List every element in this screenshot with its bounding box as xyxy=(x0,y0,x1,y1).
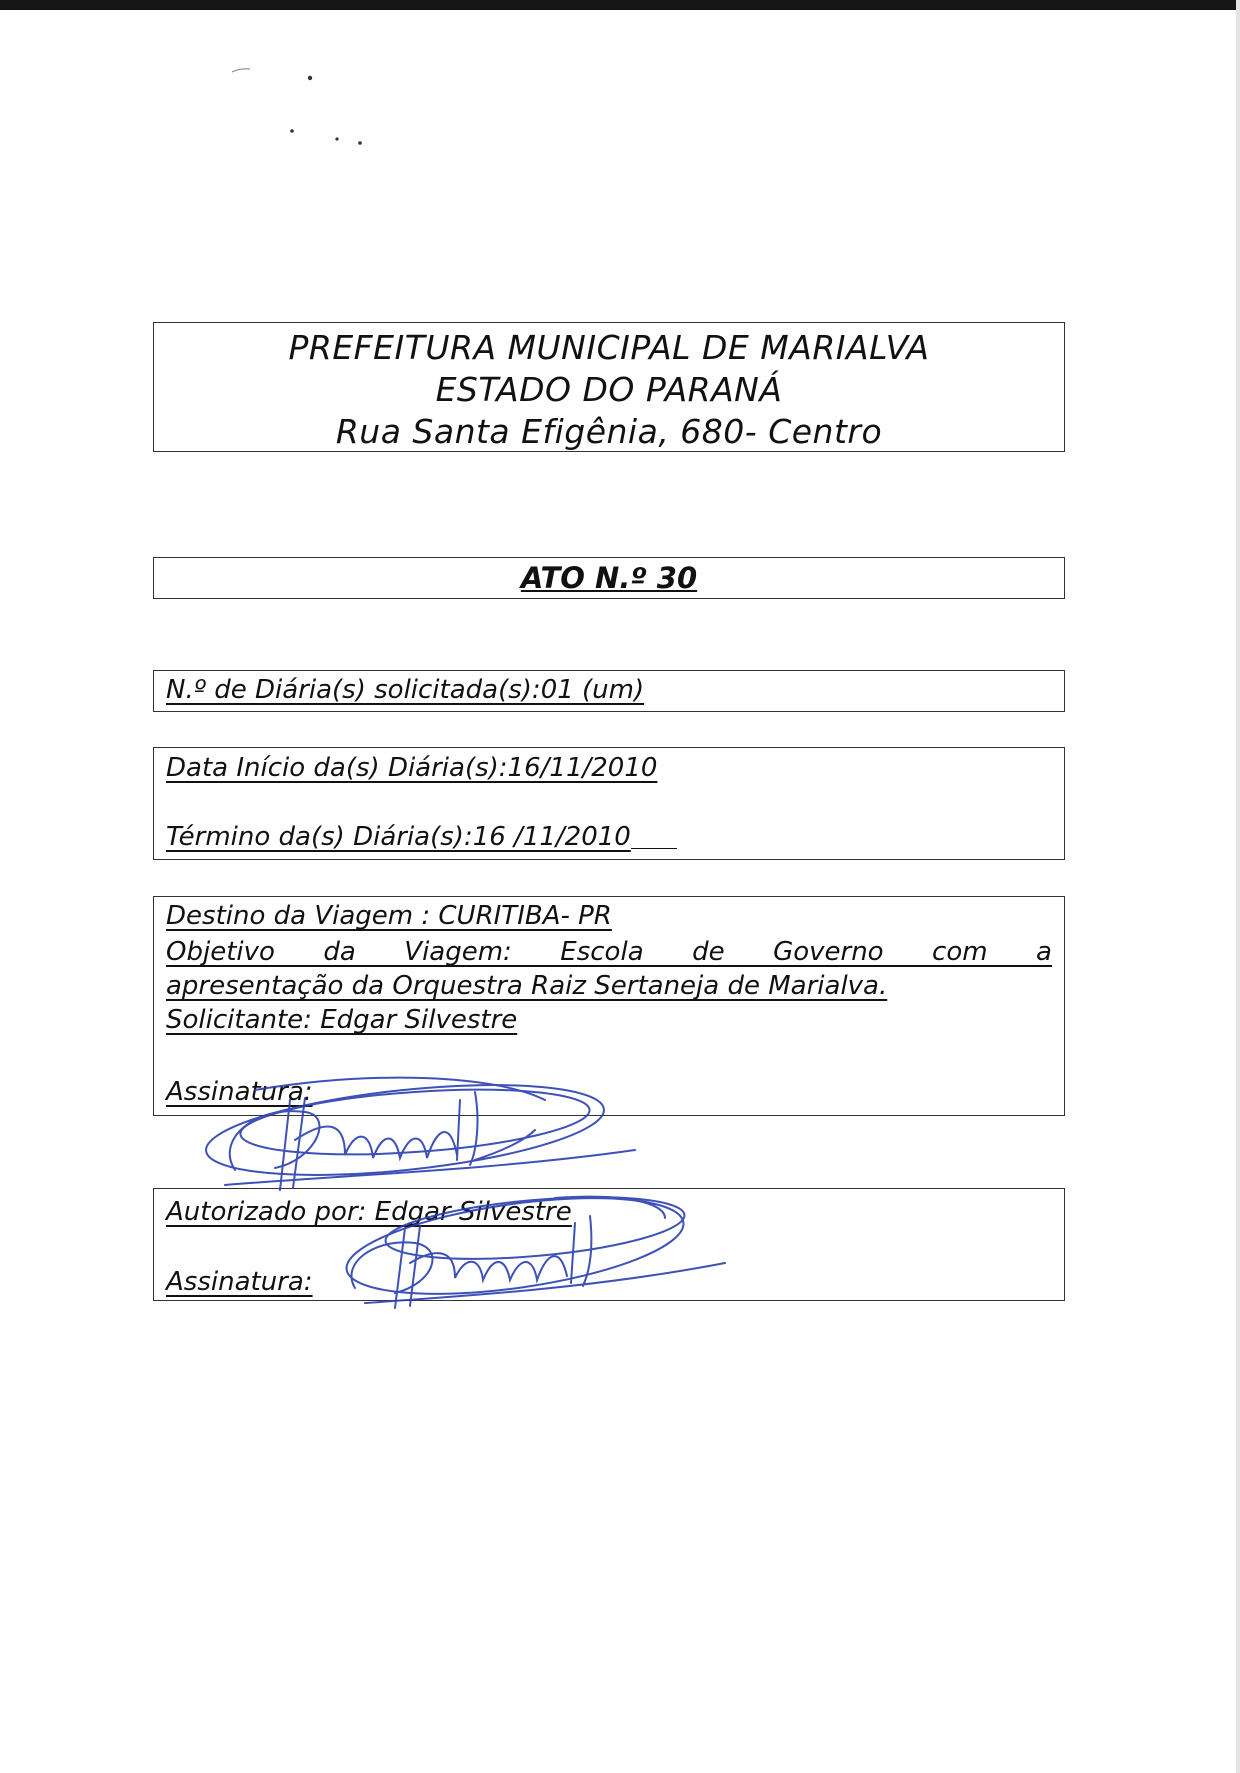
requester-signature-label: Assinatura: xyxy=(166,1077,313,1107)
start-date: Data Início da(s) Diária(s):16/11/2010 xyxy=(166,753,658,783)
header-box xyxy=(153,322,1065,452)
diarias-box xyxy=(153,670,1065,712)
objective-line-1: Objetivo da Viagem: Escola de Governo com a xyxy=(166,937,1052,967)
diarias-count: N.º de Diária(s) solicitada(s):01 (um) xyxy=(166,675,645,705)
address: Rua Santa Efigênia, 680- Centro xyxy=(335,412,883,451)
state-name: ESTADO DO PARANÁ xyxy=(435,370,783,409)
scan-right-edge xyxy=(1236,0,1240,1773)
ato-title: ATO N.º 30 xyxy=(520,561,698,595)
authorizer-signature-label: Assinatura: xyxy=(166,1267,313,1297)
scan-specks xyxy=(0,0,400,170)
ato-title-box xyxy=(153,557,1065,599)
dates-box xyxy=(153,747,1065,860)
authorized-by: Autorizado por: Edgar Silvestre xyxy=(166,1197,572,1227)
requester: Solicitante: Edgar Silvestre xyxy=(166,1005,518,1035)
authorizer-signature xyxy=(335,1168,735,1318)
objective-line-2: apresentação da Orquestra Raiz Sertaneja de Marialva. xyxy=(166,971,888,1001)
fill-line xyxy=(631,847,677,849)
municipality-name: PREFEITURA MUNICIPAL DE MARIALVA xyxy=(288,328,930,367)
end-date: Término da(s) Diária(s):16 /11/2010 xyxy=(166,822,631,852)
destination: Destino da Viagem : CURITIBA- PR xyxy=(166,901,612,931)
